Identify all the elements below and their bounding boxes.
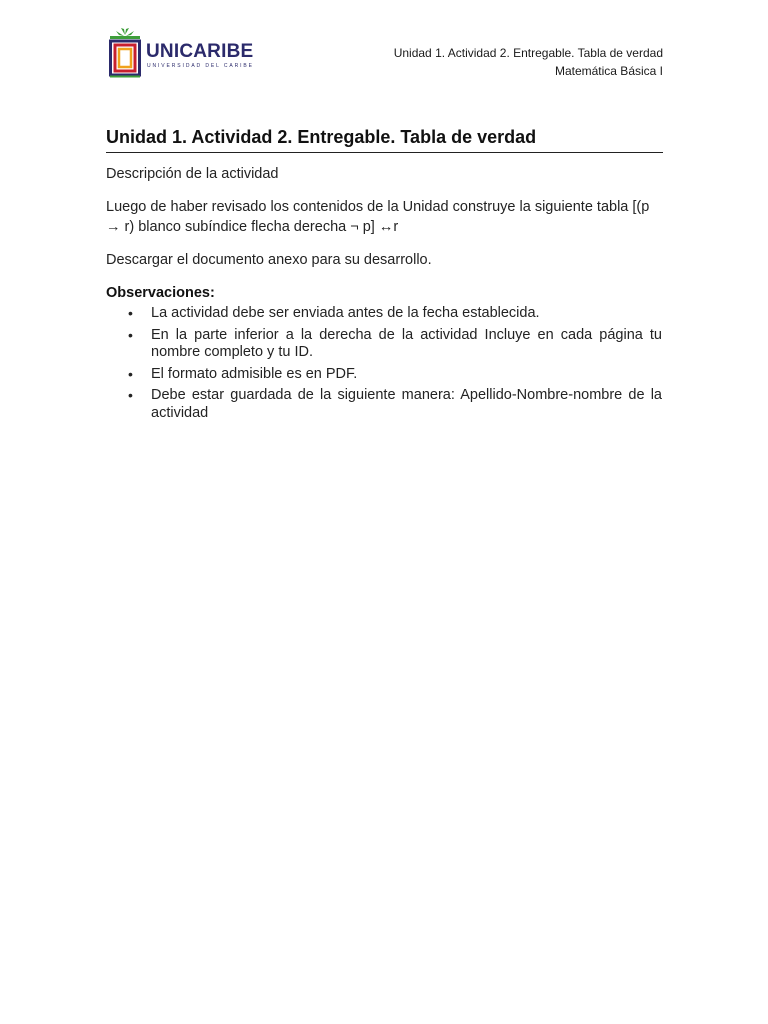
unicaribe-logo — [106, 24, 266, 80]
download-note: Descargar el documento anexo para su desarrollo. — [106, 252, 432, 268]
page-header — [106, 24, 663, 80]
document-body — [106, 164, 662, 426]
header-activity-title: Unidad 1. Actividad 2. Entregable. Tabla de verdad — [393, 46, 663, 60]
description-label: Descripción de la actividad — [106, 166, 279, 182]
unicaribe-logo-icon — [108, 26, 142, 78]
header-course-name: Matemática Básica I — [554, 64, 663, 78]
observations-heading: Observaciones: — [106, 285, 215, 301]
page-title: Unidad 1. Actividad 2. Entregable. Tabla de verdad — [106, 124, 663, 153]
observations-list — [106, 305, 662, 422]
bullet-icon: • — [128, 387, 133, 403]
bullet-icon: • — [128, 326, 133, 343]
bullet-icon: • — [128, 365, 133, 382]
logo-subtitle: UNIVERSIDAD DEL CARIBE — [147, 63, 254, 69]
list-item: • La actividad debe ser enviada antes de la fecha establecida. — [128, 305, 540, 321]
logo-wordmark: UNICARIBE — [146, 41, 254, 62]
instruction-paragraph: Luego de haber revisado los contenidos de la Unidad construye la siguiente tabla [(p → r) blanco subíndice flecha derecha ¬ p] ↔r — [106, 199, 650, 235]
list-item: • En la parte inferior a la derecha de la actividad Incluye en cada página tu nombre completo y tu ID. — [128, 326, 662, 360]
bullet-icon: • — [128, 305, 133, 321]
header-course-info — [394, 44, 663, 80]
list-item: • Debe estar guardada de la siguiente manera: Apellido-Nombre-nombre de la actividad — [128, 387, 662, 421]
list-item: • El formato admisible es en PDF. — [128, 365, 358, 382]
